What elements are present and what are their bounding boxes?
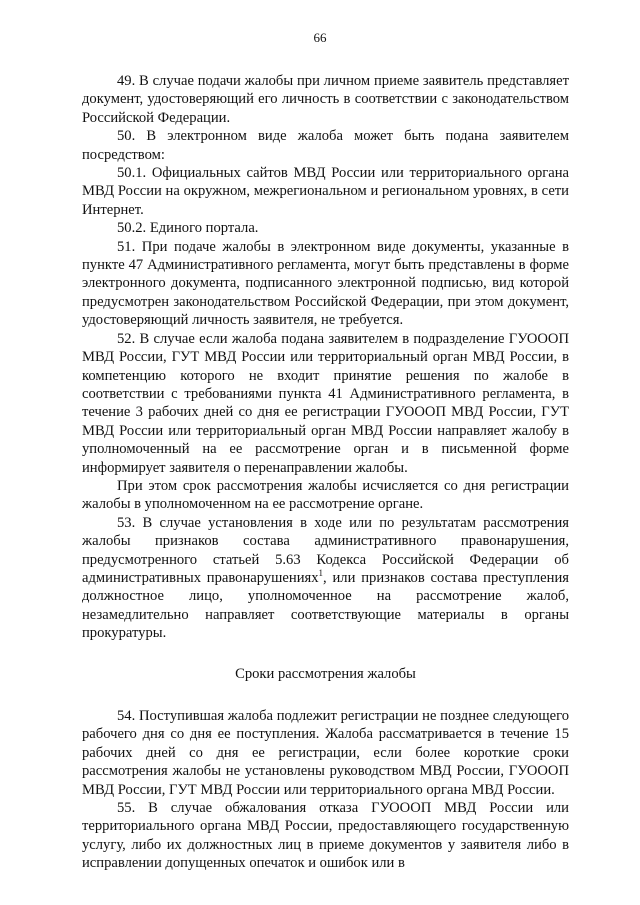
footnote-marker: 1 <box>318 568 324 579</box>
paragraph-51: 51. При подаче жалобы в электронном виде документы, указанные в пункте 47 Административного регламента, могут быть представлены в форме электронного документа, подписанного электронной подписью, вид которой предусмотрен законодательством Российской Федерации, при этом документ, удостоверяющий личность заявителя, не требуется. <box>82 238 569 329</box>
paragraph-54: 54. Поступившая жалоба подлежит регистрации не позднее следующего рабочего дня со дня ее поступления. Жалоба рассматривается в течение 15 рабочих дней со дня ее регистрации, если более короткие сроки рассмотрения жалобы не установлены руководством МВД России, ГУОООП МВД России, ГУТ МВД России или территориального органа МВД России. <box>82 708 569 798</box>
paragraph-52: 52. В случае если жалоба подана заявителем в подразделение ГУОООП МВД России, ГУТ МВД России или территориальный орган МВД России, в компетенцию которого не входит принятие решения по жалобе в соответствии с требованиями пункта 41 Административного регламента, в течение 3 рабочих дней со дня ее регистрации ГУОООП МВД России, ГУТ МВД России или территориальный орган МВД России направляет жалобу в уполномоченный на ее рассмотрение орган и в письменной форме информирует заявителя о перенаправлении жалобы. <box>82 330 569 476</box>
paragraph-53 <box>82 514 569 643</box>
paragraph-53-text-start: 53. В случае установления в ходе или по результатам рассмотрения жалобы признаков состава административного правонарушения, предусмотренного статьей 5.63 Кодекса Российской Федерации об административных правонарушениях <box>82 514 569 586</box>
paragraph-50-1: 50.1. Официальных сайтов МВД России или территориального органа МВД России на окружном, межрегиональном и региональном уровнях, в сети Интернет. <box>82 165 569 218</box>
paragraph-55: 55. В случае обжалования отказа ГУОООП МВД России или территориального органа МВД России, предоставляющего государственную услугу, либо их должностных лиц в приеме документов у заявителя либо в исправлении допущенных опечаток и ошибок или в <box>82 800 569 872</box>
paragraph-53-text-end: , или признаков состава преступления должностное лицо, уполномоченное на рассмотрение жалоб, незамедлительно направляет соответствующие материалы в органы прокуратуры. <box>82 569 569 642</box>
paragraph-50-2: 50.2. Единого портала. <box>117 220 259 237</box>
paragraph-50: 50. В электронном виде жалоба может быть подана заявителем посредством: <box>82 128 569 163</box>
paragraph-49: 49. В случае подачи жалобы при личном приеме заявитель представляет документ, удостоверяющий его личность в соответствии с законодательством Российской Федерации. <box>82 73 569 126</box>
paragraph-52-continuation: При этом срок рассмотрения жалобы исчисляется со дня регистрации жалобы в уполномоченном на ее рассмотрение органе. <box>82 477 569 513</box>
section-heading: Сроки рассмотрения жалобы <box>235 665 416 682</box>
page-content <box>82 72 569 873</box>
page-number: 66 <box>313 30 327 45</box>
